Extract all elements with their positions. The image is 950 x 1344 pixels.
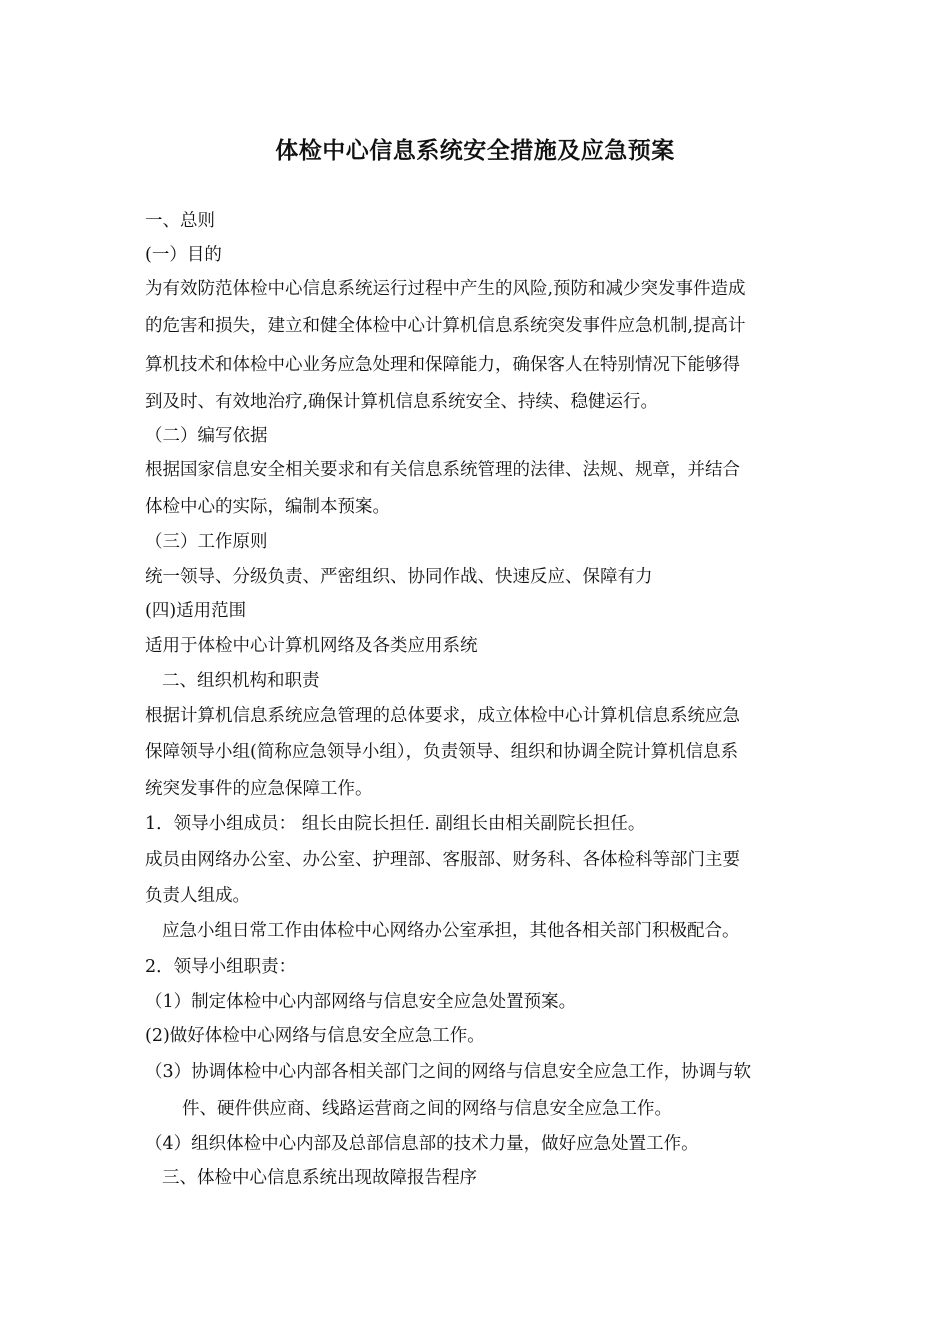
paragraph-line: 的危害和损失，建立和健全体检中心计算机信息系统突发事件应急机制,提高计	[145, 316, 746, 336]
list-item: （1）制定体检中心内部网络与信息安全应急处置预案。	[145, 992, 577, 1012]
list-item: 2．领导小组职责：	[145, 957, 297, 977]
subheading-purpose: (一）目的	[145, 245, 222, 265]
paragraph-line: 适用于体检中心计算机网络及各类应用系统	[145, 636, 478, 656]
list-item: (2)做好体检中心网络与信息安全应急工作。	[145, 1026, 485, 1046]
list-item: 1．领导小组成员： 组长由院长担任. 副组长由相关副院长担任。	[145, 814, 646, 834]
list-item-continuation: 件、硬件供应商、线路运营商之间的网络与信息安全应急工作。	[182, 1099, 672, 1119]
paragraph-line: 根据国家信息安全相关要求和有关信息系统管理的法律、法规、规章，并结合	[145, 460, 740, 480]
paragraph-line: 根据计算机信息系统应急管理的总体要求，成立体检中心计算机信息系统应急	[145, 706, 740, 726]
subheading-scope: (四)适用范围	[145, 601, 247, 621]
paragraph-line: 统突发事件的应急保障工作。	[145, 779, 373, 799]
paragraph-line: 为有效防范体检中心信息系统运行过程中产生的风险,预防和减少突发事件造成	[145, 279, 746, 299]
paragraph-line: 应急小组日常工作由体检中心网络办公室承担，其他各相关部门积极配合。	[162, 921, 740, 941]
document-title: 体检中心信息系统安全措施及应急预案	[275, 137, 675, 164]
section-heading-general: 一、总则	[145, 211, 215, 231]
paragraph-line: 统一领导、分级负责、严密组织、协同作战、快速反应、保障有力	[145, 567, 653, 587]
subheading-principles: （三）工作原则	[145, 532, 268, 552]
paragraph-line: 算机技术和体检中心业务应急处理和保障能力，确保客人在特别情况下能够得	[145, 355, 740, 375]
section-heading-organization: 二、组织机构和职责	[162, 671, 320, 691]
paragraph-line: 体检中心的实际，编制本预案。	[145, 497, 390, 517]
list-item: （3）协调体检中心内部各相关部门之间的网络与信息安全应急工作，协调与软	[145, 1062, 752, 1082]
subheading-basis: （二）编写依据	[145, 426, 268, 446]
paragraph-line: 成员由网络办公室、办公室、护理部、客服部、财务科、各体检科等部门主要	[145, 850, 740, 870]
paragraph-line: 到及时、有效地治疗,确保计算机信息系统安全、持续、稳健运行。	[145, 392, 659, 412]
list-item: （4）组织体检中心内部及总部信息部的技术力量，做好应急处置工作。	[145, 1134, 699, 1154]
section-heading-reporting: 三、体检中心信息系统出现故障报告程序	[162, 1168, 477, 1188]
paragraph-line: 保障领导小组(简称应急领导小组），负责领导、组织和协调全院计算机信息系	[145, 742, 739, 762]
paragraph-line: 负责人组成。	[145, 886, 250, 906]
